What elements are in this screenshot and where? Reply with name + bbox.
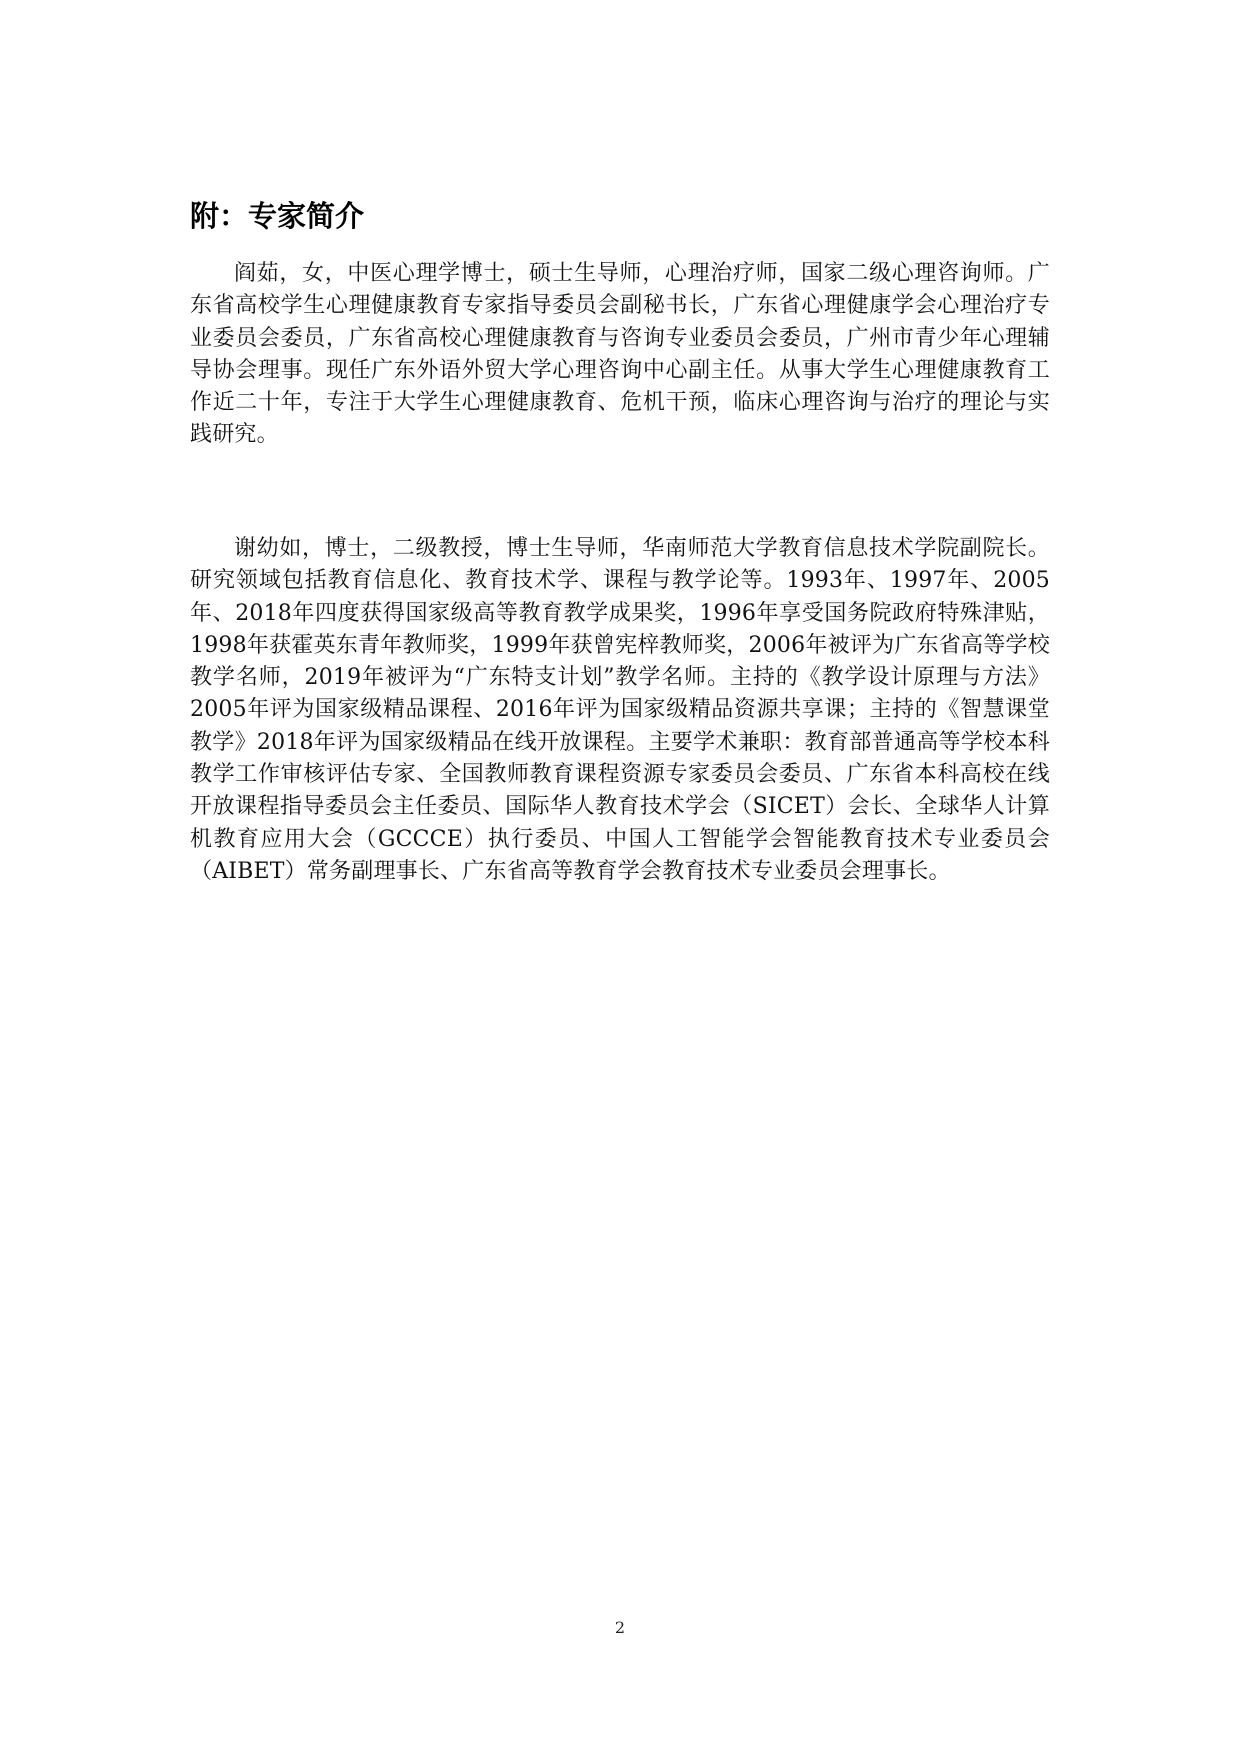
expert-bio-yan-ru: 阎茹，女，中医心理学博士，硕士生导师，心理治疗师，国家二级心理咨询师。广东省高校学生心理健康教育专家指导委员会副秘书长，广东省心理健康学会心理治疗专业委员会委员，广东省高校心理健康教育与咨询专业委员会委员，广州市青少年心理辅导协会理事。现任广东外语外贸大学心理咨询中心副主任。从事大学生心理健康教育工作近二十年，专注于大学生心理健康教育、危机干预，临床心理咨询与治疗的理论与实践研究。 xyxy=(190,261,1050,448)
expert-bio-xie-youru: 谢幼如，博士，二级教授，博士生导师，华南师范大学教育信息技术学院副院长。研究领域包括教育信息化、教育技术学、课程与教学论等。1993年、1997年、2005年、2018年四度获得国家级高等教育教学成果奖，1996年享受国务院政府特殊津贴，1998年获霍英东青年教师奖，1999年获曾宪梓教师奖，2006年被评为广东省高等学校教学名师，2019年被评为“广东特支计划”教学名师。主持的《教学设计原理与方法》2005年评为国家级精品课程、2016年评为国家级精品资源共享课；主持的《智慧课堂教学》2018年评为国家级精品在线开放课程。主要学术兼职：教育部普通高等学校本科教学工作审核评估专家、全国教师教育课程资源专家委员会委员、广东省本科高校在线开放课程指导委员会主任委员、国际华人教育技术学会（SICET）会长、全球华人计算机教育应用大会（GCCCE）执行委员、中国人工智能学会智能教育技术专业委员会（AIBET）常务副理事长、广东省高等教育学会教育技术专业委员会理事长。 xyxy=(190,536,1050,884)
page-number: 2 xyxy=(614,1618,626,1637)
page-heading: 附：专家简介 xyxy=(190,199,365,233)
